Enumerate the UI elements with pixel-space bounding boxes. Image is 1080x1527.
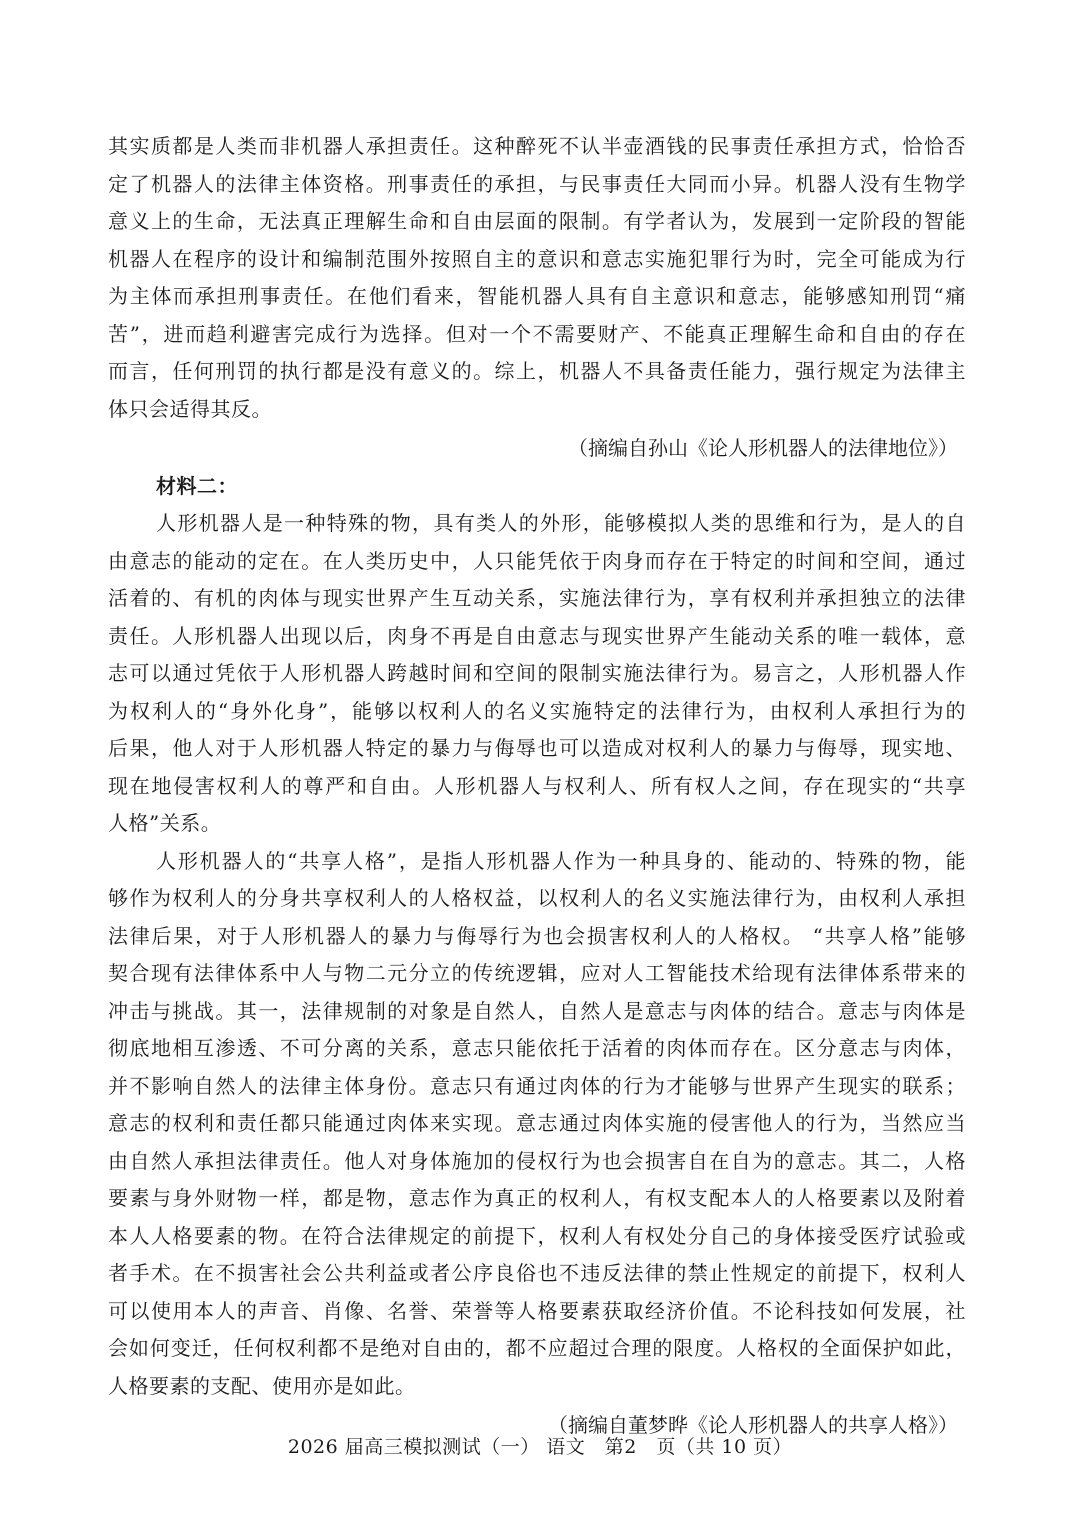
exam-page xyxy=(108,128,966,1445)
material-one-tail xyxy=(108,128,966,468)
text-line: 法律后果，对于人形机器人的暴力与侮辱行为也会损害权利人的人格权。 “共享人格”能够 xyxy=(108,923,966,948)
text-line: 人形机器人是一种特殊的物，具有类人的外形，能够模拟人类的思维和行为，是人的自 xyxy=(156,511,966,535)
text-line: 体只会适得其反。 xyxy=(108,396,272,421)
text-line: 后果，他人对于人形机器人特定的暴力与侮辱也可以造成对权利人的暴力与侮辱，现实地、 xyxy=(108,736,966,760)
text-line: 人格要素的支配、使用亦是如此。 xyxy=(108,1373,416,1398)
source-citation: （摘编自董梦晔《论人形机器人的共享人格》） xyxy=(548,1413,958,1437)
text-line: 本人人格要素的物。在符合法律规定的前提下，权利人有权处分自己的身体接受医疗试验或 xyxy=(108,1223,966,1248)
text-line: 人形机器人的“共享人格”，是指人形机器人作为一种具身的、能动的、特殊的物，能 xyxy=(156,848,966,873)
text-line: 而言，任何刑罚的执行都是没有意义的。综上，机器人不具备责任能力，强行规定为法律主 xyxy=(108,359,966,383)
section-heading: 材料二： xyxy=(156,473,238,498)
text-line: 冲击与挑战。其一，法律规制的对象是自然人，自然人是意志与肉体的结合。意志与肉体是 xyxy=(108,998,966,1023)
text-line: 契合现有法律体系中人与物二元分立的传统逻辑，应对人工智能技术给现有法律体系带来的 xyxy=(108,961,966,985)
text-line: 现在地侵害权利人的尊严和自由。人形机器人与权利人、所有权人之间，存在现实的“共享 xyxy=(108,773,966,798)
text-line: 者手术。在不损害社会公共利益或者公序良俗也不违反法律的禁止性规定的前提下，权利人 xyxy=(108,1261,966,1285)
text-line: 由自然人承担法律责任。他人对身体施加的侵权行为也会损害自在自为的意志。其二，人格 xyxy=(108,1148,966,1173)
text-line: 要素与身外财物一样，都是物，意志作为真正的权利人，有权支配本人的人格要素以及附着 xyxy=(108,1186,966,1210)
text-line: 够作为权利人的分身共享权利人的人格权益，以权利人的名义实施法律行为，由权利人承担 xyxy=(108,886,966,910)
text-line: 志可以通过凭依于人形机器人跨越时间和空间的限制实施法律行为。易言之，人形机器人作 xyxy=(108,661,966,685)
text-line: 意志的权利和责任都只能通过肉体来实现。意志通过肉体实施的侵害他人的行为，当然应当 xyxy=(108,1111,966,1135)
text-line: 机器人在程序的设计和编制范围外按照自主的意识和意志实施犯罪行为时，完全可能成为行 xyxy=(108,246,966,271)
text-line: 责任。人形机器人出现以后，肉身不再是自由意志与现实世界产生能动关系的唯一载体，意 xyxy=(108,623,966,648)
text-line: 苦”，进而趋利避害完成行为选择。但对一个不需要财产、不能真正理解生命和自由的存在 xyxy=(108,321,966,346)
text-line: 其实质都是人类而非机器人承担责任。这种醉死不认半壶酒钱的民事责任承担方式，恰恰否 xyxy=(108,134,966,158)
text-line: 活着的、有机的肉体与现实世界产生互动关系，实施法律行为，享有权利并承担独立的法律 xyxy=(108,586,966,610)
text-line: 会如何变迁，任何权利都不是绝对自由的，都不应超过合理的限度。人格权的全面保护如此， xyxy=(108,1336,966,1360)
material-two xyxy=(108,468,966,1445)
paragraph-two xyxy=(108,843,966,1406)
text-line: 为权利人的“身外化身”，能够以权利人的名义实施特定的法律行为，由权利人承担行为的 xyxy=(108,698,966,723)
text-line: 由意志的能动的定在。在人类历史中，人只能凭依于肉身而存在于特定的时间和空间，通过 xyxy=(108,548,966,573)
text-line: 可以使用本人的声音、肖像、名誉、荣誉等人格要素获取经济价值。不论科技如何发展，社 xyxy=(108,1298,966,1323)
page-footer: 2026 届高三模拟测试（一） 语文 第2 页（共 10 页） xyxy=(287,1436,793,1458)
text-line: 为主体而承担刑事责任。在他们看来，智能机器人具有自主意识和意志，能够感知刑罚“痛 xyxy=(108,284,966,308)
paragraph-one xyxy=(108,505,966,843)
text-line: 定了机器人的法律主体资格。刑事责任的承担，与民事责任大同而小异。机器人没有生物学 xyxy=(108,171,966,196)
source-citation: （摘编自孙山《论人形机器人的法律地位》） xyxy=(568,436,958,460)
text-line: 人格”关系。 xyxy=(108,811,222,835)
text-line: 彻底地相互渗透、不可分离的关系，意志只能依托于活着的肉体而存在。区分意志与肉体， xyxy=(108,1036,966,1060)
text-line: 并不影响自然人的法律主体身份。意志只有通过肉体的行为才能够与世界产生现实的联系； xyxy=(108,1073,966,1098)
text-line: 意义上的生命，无法真正理解生命和自由层面的限制。有学者认为，发展到一定阶段的智能 xyxy=(108,209,966,233)
